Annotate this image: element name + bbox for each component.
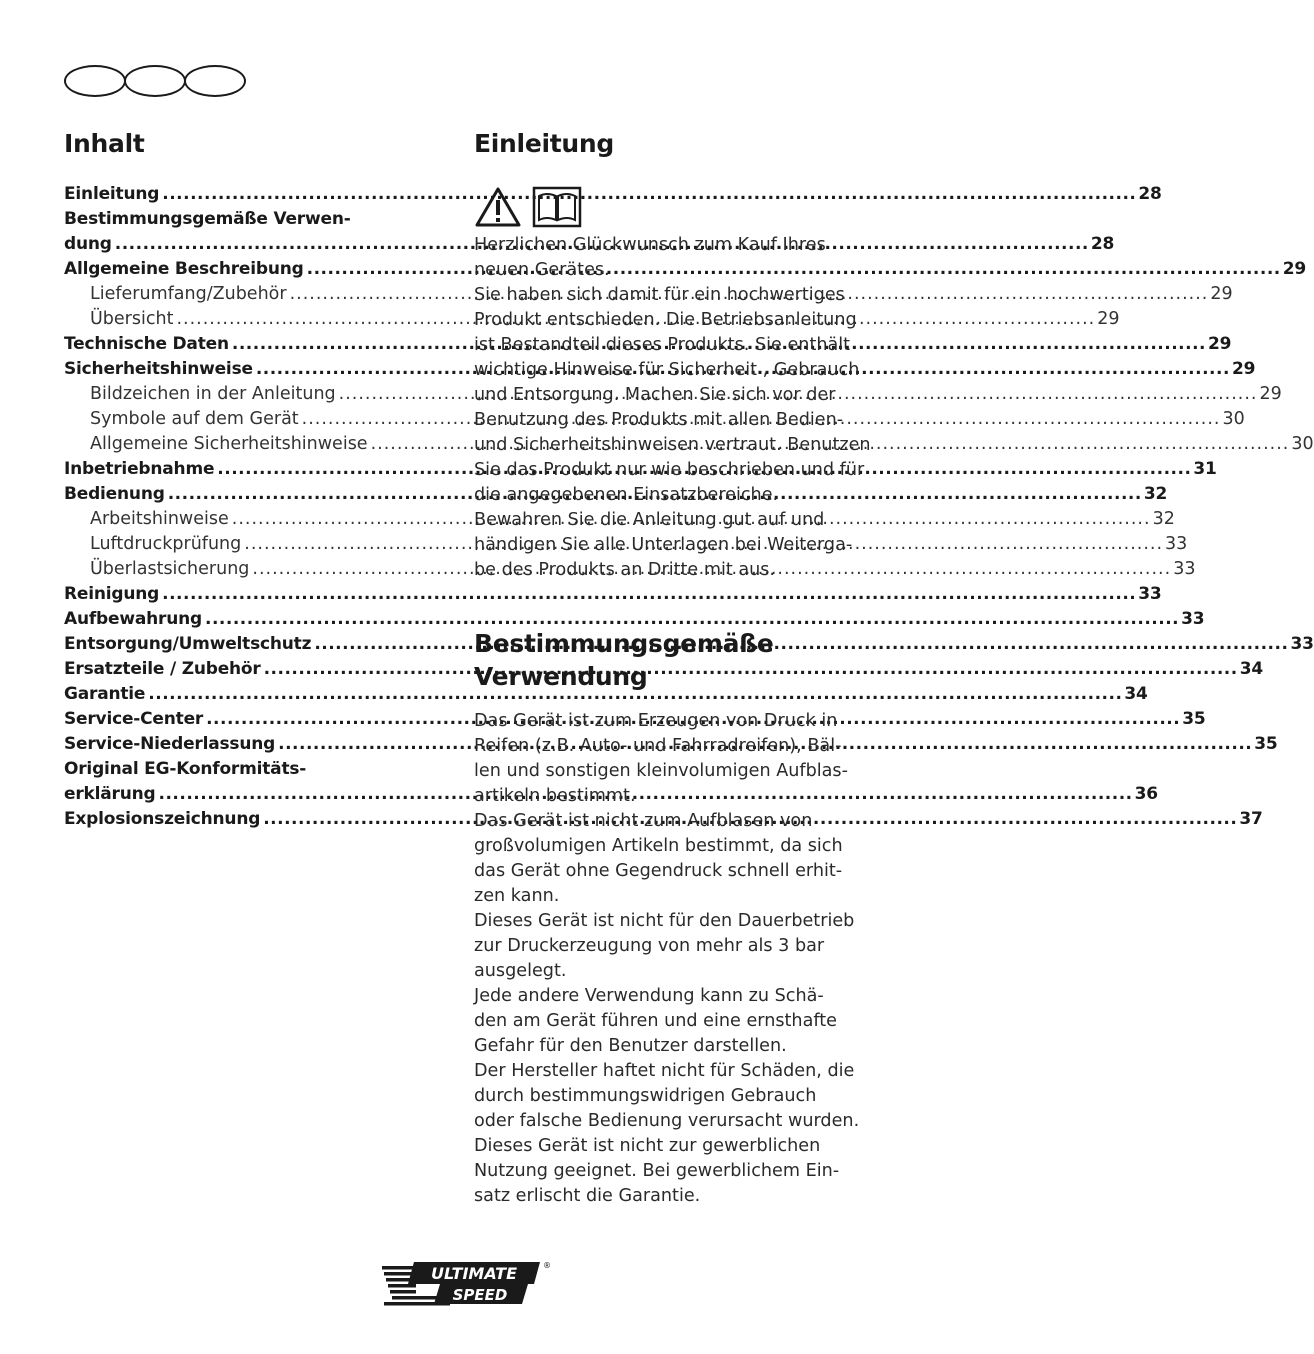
- toc-entry-page: 33: [1138, 584, 1162, 604]
- toc-leader-dots: [162, 582, 1136, 607]
- usage-line: großvolumigen Artikeln bestimmt, da sich: [474, 836, 843, 856]
- intro-icons: [474, 186, 582, 228]
- usage-line: artikeln bestimmt.: [474, 786, 636, 806]
- usage-title-line-2: Verwendung: [474, 662, 648, 691]
- usage-line: ausgelegt.: [474, 961, 567, 981]
- intro-line: Sie haben sich damit für ein hochwertiges: [474, 285, 845, 305]
- toc-entry-page: 31: [1193, 459, 1217, 479]
- toc-entry-label: Entsorgung/Umweltschutz: [64, 634, 312, 654]
- toc-entry-label: Technische Daten: [64, 334, 229, 354]
- toc-entry-page: 33: [1173, 559, 1196, 579]
- intro-line: be des Produkts an Dritte mit aus.: [474, 560, 776, 580]
- toc-entry: [64, 207, 446, 232]
- toc-entry-page: 28: [1138, 184, 1162, 204]
- usage-text: [474, 709, 864, 1209]
- toc-entry-label: Sicherheitshinweise: [64, 359, 253, 379]
- usage-title-line-1: Bestimmungsgemäße: [474, 629, 774, 658]
- toc-entry-label: Service-Center: [64, 709, 204, 729]
- usage-line: den am Gerät führen und eine ernsthafte: [474, 1011, 837, 1031]
- toc-entry-label: Garantie: [64, 684, 146, 704]
- toc-entry-page: 33: [1181, 609, 1205, 629]
- toc-entry-label: Reinigung: [64, 584, 160, 604]
- usage-line: das Gerät ohne Gegendruck schnell erhit-: [474, 861, 843, 881]
- toc-entry-page: 29: [1097, 309, 1120, 329]
- toc-entry-label: Explosionszeichnung: [64, 809, 261, 829]
- intro-title: Einleitung: [474, 129, 614, 158]
- toc-entry-page: 29: [1259, 384, 1282, 404]
- toc-entry-page: 33: [1290, 634, 1314, 654]
- toc-entry-page: 30: [1222, 409, 1245, 429]
- toc-entry-label: Symbole auf dem Gerät: [90, 409, 299, 429]
- warning-icon: [474, 186, 522, 228]
- usage-line: Das Gerät ist zum Erzeugen von Druck in: [474, 711, 838, 731]
- toc-entry-label: Arbeitshinweise: [90, 509, 229, 529]
- toc-entry-page: 29: [1208, 334, 1232, 354]
- intro-line: und Entsorgung. Machen Sie sich vor der: [474, 385, 836, 405]
- toc-entry-page: 29: [1210, 284, 1233, 304]
- intro-line: händigen Sie alle Unterlagen bei Weiterga-: [474, 535, 853, 555]
- intro-line: Benutzung des Produkts mit allen Bedien-: [474, 410, 844, 430]
- usage-line: oder falsche Bedienung verursacht wurden.: [474, 1111, 860, 1131]
- toc-entry-label: Lieferumfang/Zubehör: [90, 284, 287, 304]
- toc-entry-page: 35: [1182, 709, 1206, 729]
- toc-entry-page: 32: [1143, 484, 1168, 504]
- manual-book-icon: [532, 186, 582, 228]
- brand-logo: [380, 1258, 550, 1312]
- toc-entry: [64, 682, 1148, 707]
- intro-line: Herzlichen Glückwunsch zum Kauf Ihres: [474, 235, 826, 255]
- brand-line-1: ULTIMATE: [430, 1264, 518, 1283]
- intro-line: Sie das Produkt nur wie beschrieben und für: [474, 460, 865, 480]
- toc-entry-label: Allgemeine Beschreibung: [64, 259, 304, 279]
- intro-line: Produkt entschieden. Die Betriebsanleitung: [474, 310, 857, 330]
- toc-entry-label: Bestimmungsgemäße Verwen-: [64, 209, 351, 229]
- toc-entry-label: Inbetriebnahme: [64, 459, 215, 479]
- toc-entry-page: 29: [1231, 359, 1256, 379]
- toc-title: Inhalt: [64, 129, 145, 158]
- usage-line: Jede andere Verwendung kann zu Schä-: [474, 986, 824, 1006]
- usage-line: zur Druckerzeugung von mehr als 3 bar: [474, 936, 825, 956]
- toc-entry-page: 29: [1282, 259, 1306, 279]
- toc-entry-page: 35: [1254, 734, 1278, 754]
- usage-line: Nutzung geeignet. Bei gewerblichem Ein-: [474, 1161, 840, 1181]
- language-oval-2: [124, 65, 186, 97]
- toc-entry-label: Übersicht: [90, 309, 174, 329]
- toc-entry-label: Überlastsicherung: [90, 559, 250, 579]
- toc-entry-label: Allgemeine Sicherheitshinweise: [90, 434, 368, 454]
- toc-entry-label: dung: [64, 234, 112, 254]
- usage-line: satz erlischt die Garantie.: [474, 1186, 701, 1206]
- usage-line: Dieses Gerät ist nicht für den Dauerbetrieb: [474, 911, 855, 931]
- toc-entry: [64, 582, 1162, 607]
- toc-entry-page: 32: [1152, 509, 1175, 529]
- intro-line: wichtige Hinweise für Sicherheit , Gebrauch: [474, 360, 860, 380]
- toc-leader-dots: [314, 632, 1288, 657]
- intro-text: [474, 233, 871, 583]
- toc-entry-label: Aufbewahrung: [64, 609, 202, 629]
- toc-entry-page: 33: [1165, 534, 1188, 554]
- registered-mark: ®: [543, 1261, 551, 1270]
- toc-entry-label: Ersatzteile / Zubehör: [64, 659, 261, 679]
- language-oval-1: [64, 65, 126, 97]
- usage-line: Der Hersteller haftet nicht für Schäden, die: [474, 1061, 855, 1081]
- intro-line: neuen Gerätes.: [474, 260, 610, 280]
- usage-line: zen kann.: [474, 886, 560, 906]
- toc-leader-dots: [162, 182, 1136, 207]
- toc-entry-label: Luftdruckprüfung: [90, 534, 242, 554]
- toc-entry-label: Original EG-Konformitäts-: [64, 759, 307, 779]
- toc-entry: [64, 757, 446, 782]
- usage-line: Gefahr für den Benutzer darstellen.: [474, 1036, 787, 1056]
- toc-entry-page: 30: [1291, 434, 1314, 454]
- intro-line: ist Bestandteil dieses Produkts. Sie enthält: [474, 335, 851, 355]
- usage-line: Das Gerät ist nicht zum Aufblasen von: [474, 811, 813, 831]
- brand-line-2: SPEED: [452, 1286, 508, 1304]
- usage-line: durch bestimmungswidrigen Gebrauch: [474, 1086, 817, 1106]
- toc-entry-label: Bildzeichen in der Anleitung: [90, 384, 336, 404]
- intro-line: und Sicherheitshinweisen vertraut. Benutzen: [474, 435, 871, 455]
- toc-entry-label: Service-Niederlassung: [64, 734, 276, 754]
- toc-entry-page: 34: [1124, 684, 1148, 704]
- usage-line: Dieses Gerät ist nicht zur gewerblichen: [474, 1136, 821, 1156]
- toc-entry: [64, 607, 1205, 632]
- toc-entry: [64, 182, 1162, 207]
- toc-entry-label: erklärung: [64, 784, 156, 804]
- language-ovals: [64, 65, 244, 97]
- toc-entry-label: Bedienung: [64, 484, 165, 504]
- usage-line: len und sonstigen kleinvolumigen Aufblas-: [474, 761, 848, 781]
- usage-line: Reifen (z.B. Auto- und Fahrradreifen), Bäl-: [474, 736, 842, 756]
- intro-line: Bewahren Sie die Anleitung gut auf und: [474, 510, 825, 530]
- toc-entry-page: 34: [1239, 659, 1263, 679]
- toc-entry-page: 28: [1090, 234, 1115, 254]
- toc-entry-label: Einleitung: [64, 184, 160, 204]
- toc-entry-page: 37: [1239, 809, 1263, 829]
- toc-leader-dots: [264, 657, 1238, 682]
- toc-entry-page: 36: [1134, 784, 1158, 804]
- language-oval-3: [184, 65, 246, 97]
- intro-line: die angegebenen Einsatzbereiche.: [474, 485, 779, 505]
